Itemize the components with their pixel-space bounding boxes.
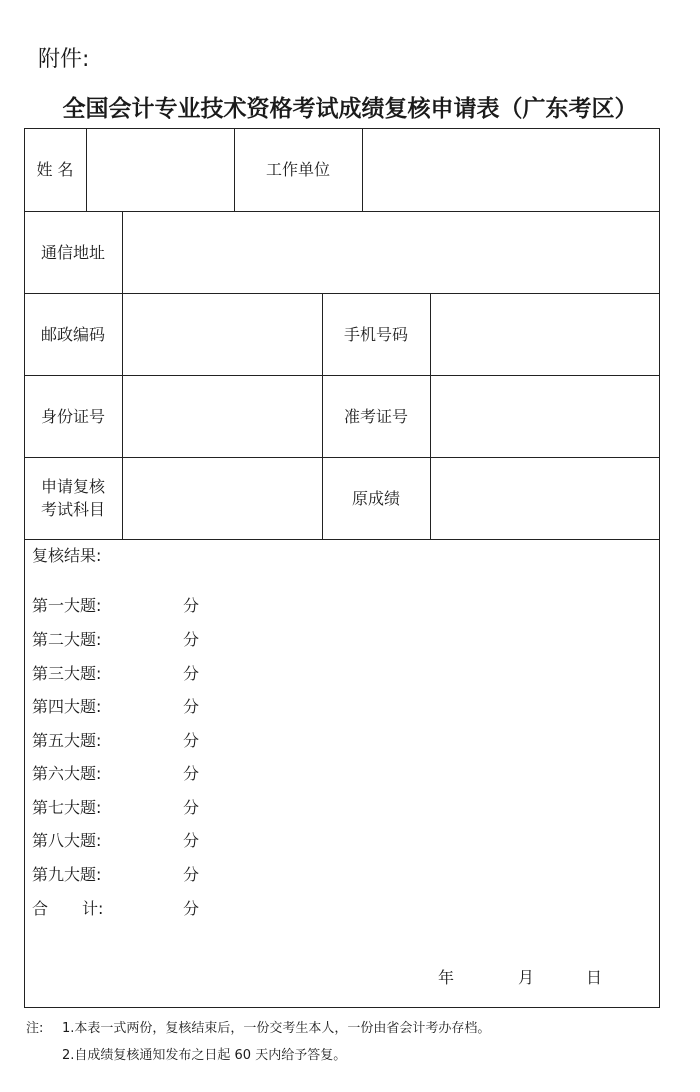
subject-label-line1: 申请复核 [40, 477, 105, 496]
mobile-field[interactable] [431, 294, 659, 374]
form-title: 全国会计专业技术资格考试成绩复核申请表（广东考区） [62, 95, 638, 122]
question-5-label: 第五大题: [32, 731, 102, 750]
question-6-label: 第六大题: [32, 764, 102, 783]
id-number-label: 身份证号 [40, 406, 105, 426]
admission-ticket-label: 准考证号 [343, 406, 408, 426]
question-2-label: 第二大题: [32, 630, 102, 649]
date-day-label: 日 [586, 968, 603, 987]
subject-field[interactable] [123, 458, 321, 538]
question-8-label: 第八大题: [32, 831, 102, 850]
question-5-unit: 分 [183, 731, 200, 750]
row-divider [24, 539, 660, 540]
question-9-label: 第九大题: [32, 865, 102, 884]
address-label: 通信地址 [40, 242, 105, 262]
question-9-unit: 分 [183, 865, 200, 884]
note-1: 1.本表一式两份，复核结束后，一份交考生本人，一份由省会计考办存档。 [62, 1021, 491, 1036]
total-label-second: 计: [82, 899, 104, 918]
total-label-first: 合 [32, 899, 49, 918]
date-year-label: 年 [438, 968, 455, 987]
note-prefix: 注: [26, 1021, 44, 1036]
note-2: 2.自成绩复核通知发布之日起 60 天内给予答复。 [62, 1048, 347, 1063]
question-8-unit: 分 [183, 831, 200, 850]
total-unit: 分 [183, 899, 200, 918]
question-4-label: 第四大题: [32, 697, 102, 716]
admission-ticket-field[interactable] [431, 376, 659, 456]
question-7-unit: 分 [183, 798, 200, 817]
review-result-heading: 复核结果: [32, 546, 102, 565]
question-6-unit: 分 [183, 764, 200, 783]
date-month-label: 月 [518, 968, 535, 987]
id-number-field[interactable] [123, 376, 321, 456]
name-field[interactable] [87, 129, 233, 210]
question-4-unit: 分 [183, 697, 200, 716]
question-7-label: 第七大题: [32, 798, 102, 817]
question-1-unit: 分 [183, 596, 200, 615]
question-3-label: 第三大题: [32, 664, 102, 683]
question-1-label: 第一大题: [32, 596, 102, 615]
address-field[interactable] [123, 212, 659, 292]
question-2-unit: 分 [183, 630, 200, 649]
mobile-label: 手机号码 [343, 324, 408, 344]
subject-label [24, 457, 122, 539]
original-score-field[interactable] [431, 458, 659, 538]
employer-label: 工作单位 [265, 160, 330, 179]
employer-field[interactable] [363, 129, 659, 210]
subject-label-line2: 考试科目 [40, 500, 105, 519]
postcode-label: 邮政编码 [40, 324, 105, 344]
name-label: 姓 名 [36, 160, 74, 179]
question-3-unit: 分 [183, 664, 200, 683]
original-score-label: 原成绩 [351, 488, 400, 508]
attachment-label: 附件: [38, 47, 90, 72]
postcode-field[interactable] [123, 294, 321, 374]
